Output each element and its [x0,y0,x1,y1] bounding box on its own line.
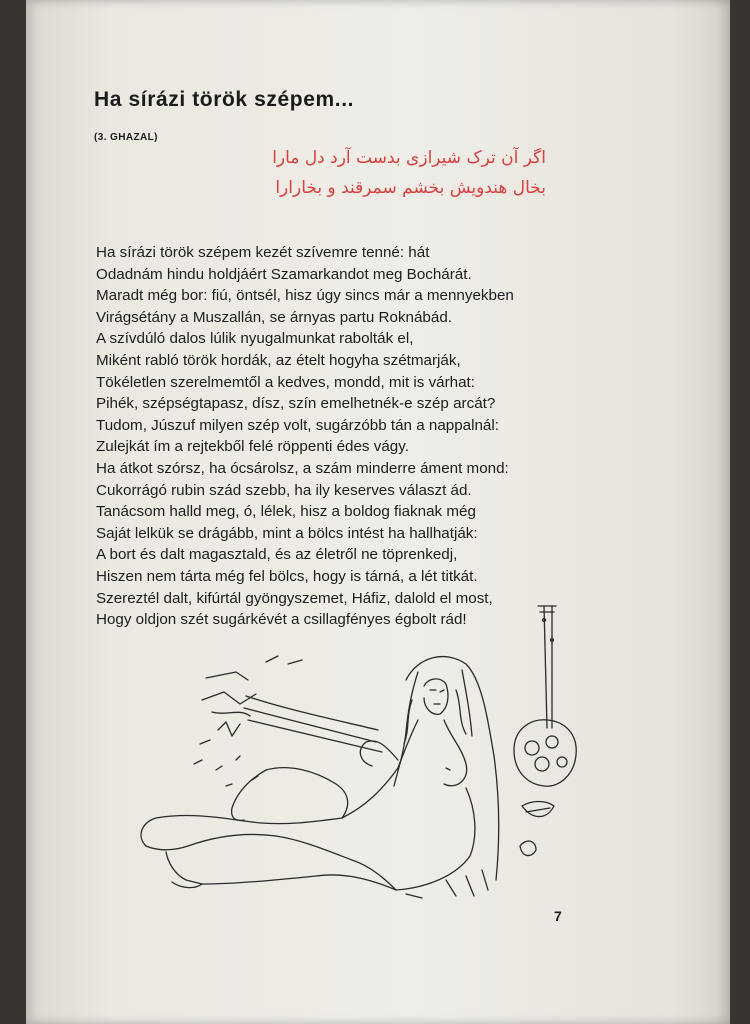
poem-line: Odadnám hindu holdjáért Szamarkandot meg Bochárát. [96,265,472,283]
poem-line: Zulejkát ím a rejtekből felé röppenti édes vágy. [96,438,409,456]
poem-line: Miként rabló török hordák, az ételt hogyha szétmarják, [96,351,461,369]
poem-line: A szívdúló dalos lúlik nyugalmunkat rabolták el, [96,330,414,348]
poem-line: Maradt még bor: fiú, öntsél, hisz úgy sincs már a mennyekben [96,287,514,305]
sketch-marks [194,656,382,786]
poem-line: Szereztél dalt, kifúrtál gyöngyszemet, Háfiz, dalold el most, [96,589,493,607]
persian-verse-line: بخال هندویش بخشم سمرقند و بخارارا [275,178,546,198]
poem-line: Tökéletlen szerelmemtől a kedves, mondd, mit is várhat: [96,373,475,391]
poem-line: Virágsétány a Muszallán, se árnyas partu Roknábád. [96,308,452,326]
page-number: 7 [554,908,562,924]
poem-line: Cukorrágó rubin szád szebb, ha ily keserves választ ád. [96,481,472,499]
poem-line: Tudom, Júszuf milyen szép volt, sugárzóbb tán a nappalnál: [96,416,499,434]
poem-subtitle: (3. GHAZAL) [94,132,158,143]
lute-drawing [514,606,576,856]
ink-illustration [26,0,730,1024]
poem-line: Hiszen nem tárta még fel bölcs, hogy is tárná, a lét titkát. [96,567,478,585]
poem-line: Saját lelkük se drágább, mint a bölcs intést ha hallhatják: [96,524,478,542]
poem-line: Ha átkot szórsz, ha ócsárolsz, a szám minderre áment mond: [96,459,509,477]
poem-line: Pihék, szépségtapasz, dísz, szín emelhetnék-e szép arcát? [96,395,496,413]
poem-line: Ha sírázi török szépem kezét szívemre tenné: hát [96,244,430,261]
book-page [26,0,730,1024]
poem-title: Ha sírázi török szépem... [94,88,355,111]
poem-line: Tanácsom halld meg, ó, lélek, hisz a boldog fiaknak még [96,503,476,521]
poem-line: Hogy oldjon szét sugárkévét a csillagfényes égbolt rád! [96,611,467,629]
poem-line: A bort és dalt magasztald, és az életről ne töprenkedj, [96,546,458,564]
reclining-figure [141,657,499,898]
persian-verse-line: اگر آن ترک شیرازی بدست آرد دل مارا [272,148,546,168]
